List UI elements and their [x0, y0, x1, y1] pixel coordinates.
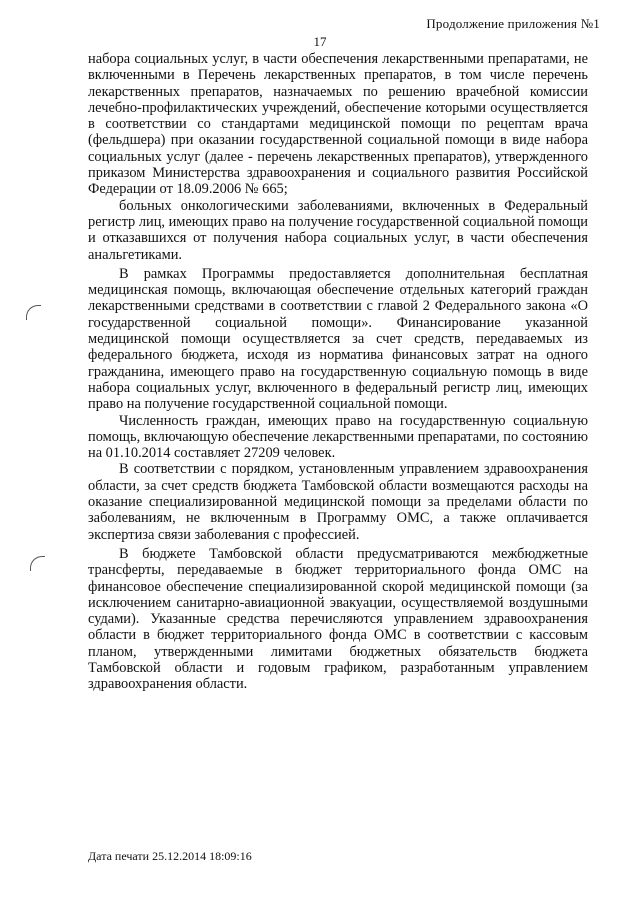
paragraph-citizens-count: Численность граждан, имеющих право на государственную социальную помощь, включающую обеспечение лекарственными препаратами, по состоянию на 01.10.2014 составляет 27209 человек.	[88, 412, 588, 462]
margin-hole-mark	[30, 556, 45, 571]
paragraph-budget-transfers: В бюджете Тамбовской области предусматриваются межбюджетные трансферты, передаваемые в бюджет территориального фонда ОМС на финансовое обеспечение специализированной скорой медицинской помощи (за исключением санитарно-авиационной эвакуации, осуществляемой воздушными судами). Указанные средства перечисляются управлением здравоохранения области в бюджет территориального фонда ОМС в соответствии с кассовым планом, утвержденными лимитами бюджетных обязательств бюджета Тамбовской области и годовым графиком, разработанным управлением здравоохранения области.	[88, 545, 588, 693]
margin-hole-mark	[26, 305, 41, 320]
print-date: Дата печати 25.12.2014 18:09:16	[88, 849, 252, 863]
paragraph-continuation: набора социальных услуг, в части обеспечения лекарственными препаратами, не включенными в Перечень лекарственных препаратов, в том числе перечень лекарственных препаратов, назначаемых по решению врачебной комиссии лечебно-профилактических учреждений, обеспечение которыми осуществляется в соответствии со стандартами медицинской помощи по рецептам врача (фельдшера) при оказании государственной социальной помощи в виде набора социальных услуг (далее - перечень лекарственных препаратов), утвержденного приказом Министерства здравоохранения и социального развития Российской Федерации от 18.09.2006 № 665;	[88, 51, 588, 198]
paragraph-specialized-care: В соответствии с порядком, установленным управлением здравоохранения области, за счет средств бюджета Тамбовской области возмещаются расходы на оказание специализированной медицинской помощи за пределами области по заболеваниям, не включенным в Программу ОМС, а также оплачивается экспертиза связи заболевания с профессией.	[88, 461, 588, 543]
appendix-continuation-label: Продолжение приложения №1	[426, 16, 600, 31]
document-body	[88, 51, 588, 693]
page-number: 17	[313, 34, 327, 49]
paragraph-oncology: больных онкологическими заболеваниями, включенных в Федеральный регистр лиц, имеющих право на получение государственной социальной помощи и отказавшихся от получения набора социальных услуг, в части обеспечения анальгетиками.	[88, 197, 588, 263]
paragraph-additional-care: В рамках Программы предоставляется дополнительная бесплатная медицинская помощь, включающая обеспечение отдельных категорий граждан лекарственными средствами в соответствии с главой 2 Федерального закона «О государственной социальной помощи». Финансирование указанной медицинской помощи осуществляется за счет средств, передаваемых из федерального бюджета, исходя из норматива финансовых затрат на одного гражданина, имеющего право на государственную социальную помощь в виде набора социальных услуг, включенного в федеральный регистр лиц, имеющих право на получение государственной социальной помощи.	[88, 265, 588, 413]
